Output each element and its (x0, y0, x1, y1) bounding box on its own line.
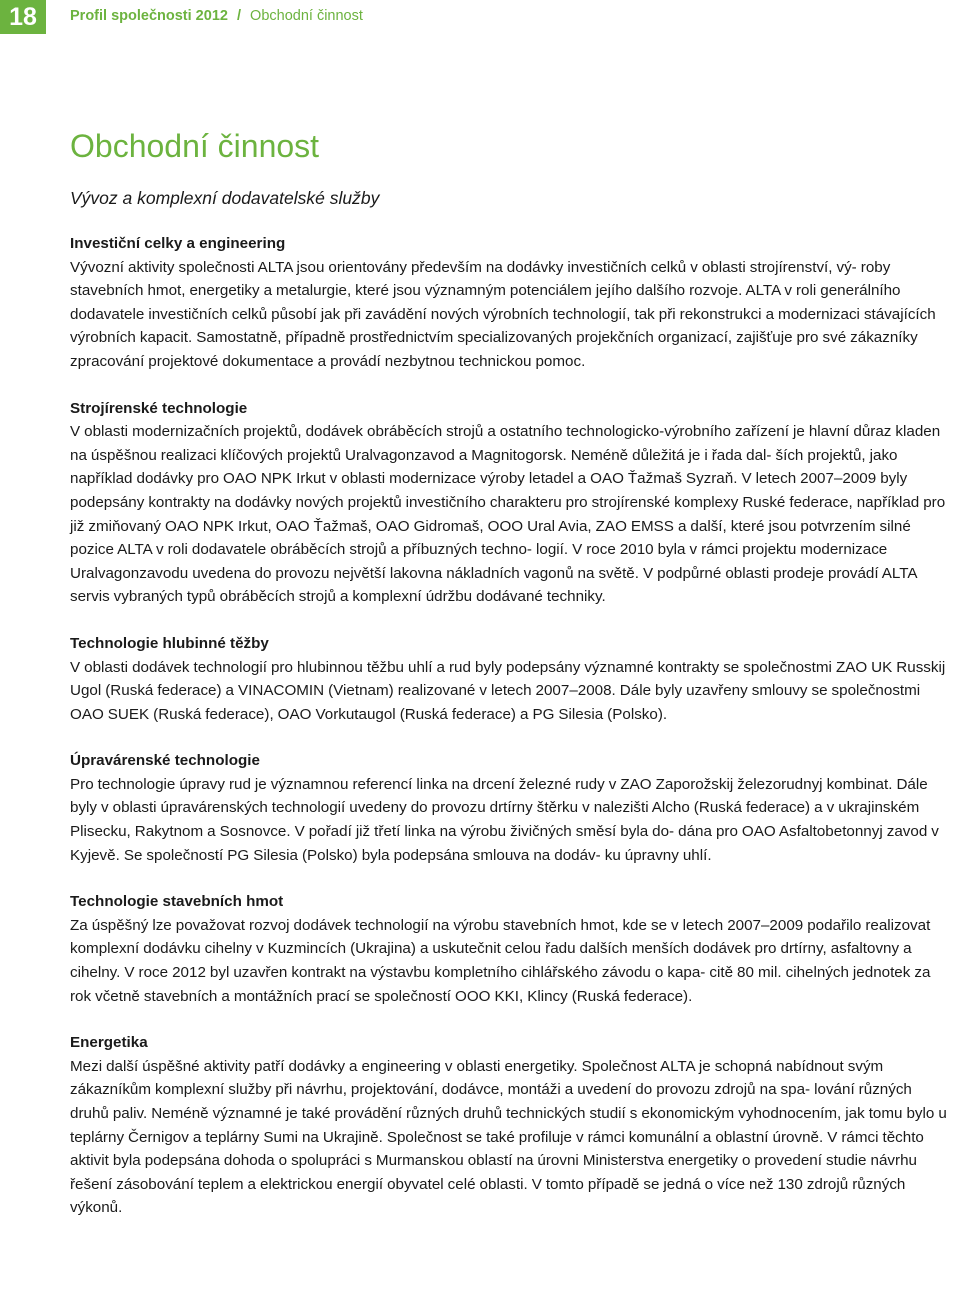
text-line: celé oblasti. V tomto případě se jedná o více než 130 zdrojů různých výkonů. (70, 1175, 906, 1217)
text-line: svým zákazníkům komplexní služby při návrhu, projektování, dodávce, montáži a uvedení do provozu zdrojů na spa- (70, 1057, 884, 1099)
section-stavebni-hmoty (70, 890, 950, 1008)
text-line: Za úspěšný lze považovat rozvoj dodávek technologií na výrobu stavebních hmot, kde se v letech 2007–2009 podařilo (70, 916, 862, 934)
text-line: federace). (623, 987, 693, 1005)
text-line: ZAO UK Russkij Ugol (Ruská federace) a VINACOMIN (Vietnam) realizované v letech 2007–2008. Dále byly uzavřeny (70, 658, 946, 700)
text-line: organizací, zajišťuje pro své zákazníky zpracování projektové dokumentace a provádí nezbytnou technickou pomoc. (70, 329, 918, 370)
text-line: V letech 2007–2009 byly podepsány kontrakty na dodávky nových projektů investičního charakteru pro strojírenské (70, 470, 908, 511)
section-heading: Technologie stavebních hmot (70, 893, 284, 911)
section-paragraph (70, 773, 950, 867)
running-head (70, 8, 363, 24)
text-line: federace) a v ukrajinském Plisecku, Rakytnom a Sosnovce. V pořadí již třetí linka na výrobu živičných směsí byla do- (70, 799, 920, 841)
section-heading: Technologie hlubinné těžby (70, 634, 269, 652)
text-line: ku úpravny uhlí. (604, 846, 712, 864)
page-number: 18 (0, 0, 46, 34)
page-content (70, 124, 950, 1220)
section-heading: Investiční celky a engineering (70, 235, 286, 252)
section-heading: Energetika (70, 1034, 148, 1052)
text-line: Mezi další úspěšné aktivity patří dodávky a engineering v oblasti energetiky. Společnost ALTA je schopná nabídnout (70, 1057, 844, 1075)
section-upravarenske-technologie (70, 749, 950, 867)
text-line: drtírny, asfaltovny a cihelny. V roce 2012 byl uzavřen kontrakt na výstavbu kompletního cihlářského závodu o kapa- (70, 940, 912, 982)
text-line: V oblasti dodávek technologií pro hlubinnou těžbu uhlí a rud byly podepsány významné kontrakty se společnostmi (70, 658, 832, 676)
section-paragraph (70, 256, 950, 374)
section-hlubinna-tezba (70, 632, 950, 726)
text-line: smlouvy se společnostmi OAO SUEK (Ruská federace), OAO Vorkutaugol (Ruská federace) a PG Silesia (Polsko). (70, 682, 921, 723)
section-paragraph (70, 420, 950, 609)
page-header (0, 0, 960, 34)
text-line: údržbu dodávané techniky. (425, 588, 606, 606)
section-paragraph (70, 914, 950, 1008)
page-title: Obchodní činnost (70, 128, 320, 164)
section-paragraph (70, 656, 950, 727)
section-energetika (70, 1031, 950, 1220)
text-line: dána pro OAO Asfaltobetonnyj zavod v Kyjevě. Se společností PG Silesia (Polsko) byla podepsána smlouva na dodáv- (70, 823, 939, 864)
running-head-separator: / (236, 8, 242, 24)
text-line: ších projektů, jako například dodávky pro OAO NPK Irkut v oblasti modernizace výroby letadel a OAO Ťažmaš Syzraň. (70, 446, 898, 488)
page-subtitle: Vývoz a komplexní dodavatelské služby (70, 188, 380, 208)
text-line: Pro technologie úpravy rud je významnou referencí linka na drcení železné rudy v ZAO Zaporožskij železorudnyj (70, 775, 823, 793)
text-line: na úrovni Ministerstva energetiky o provedení studie návrhu řešení zásobování teplem a elektrickou energií obyvatel (70, 1152, 917, 1193)
text-line: generálního dodavatele investičních celků působí jak při zavádění nových výrobních technologií, tak při rekonstrukci (70, 282, 901, 323)
running-head-section: Obchodní činnost (250, 8, 363, 24)
section-heading: Strojírenské technologie (70, 399, 248, 417)
text-line: kombinat. Dále byly v oblasti úpravárenských technologií uvedeny do provozu drtírny štěrku v nalezišti Alcho (Ruská (70, 775, 928, 817)
text-line: vyhodnocením, jak tomu bylo u teplárny Černigov a teplárny Sumi na Ukrajině. Společnost se také profiluje v rámci komunální a oblastní úrovně. V rámci těchto aktivit byla podepsána dohoda o spolupráci s Murmanskou oblastí (70, 1105, 947, 1170)
section-heading: Úpravárenské technologie (70, 752, 260, 770)
publication-title: Profil společnosti 2012 (70, 8, 228, 24)
section-investicni-celky (70, 232, 950, 374)
text-line: realizovat komplexní dodávku cihelny v Kuzmincích (Ukrajina) a uskutečnit celou řadu dalších menších dodávek pro (70, 916, 931, 958)
text-line: Vývozní aktivity společnosti ALTA jsou orientovány především na dodávky investičních celků v oblasti strojírenství, vý- (70, 258, 857, 276)
text-line: komplexy Ruské federace, například pro již zmiňovaný OAO NPK Irkut, OAO Ťažmaš, OAO Gidromaš, OOO Ural Avia, (70, 493, 946, 535)
text-line: lování různých druhů paliv. Neméně významné je také provádění různých druhů technických studií s ekonomickým (70, 1081, 912, 1122)
text-line: logií. V roce 2010 byla v rámci projektu modernizace Uralvagonzavodu uvedena do provozu největší lakovna nákladních vagonů na světě. V podpůrné oblasti prodeje provádí ALTA servis vybraných typů obráběcích strojů a komplexní (70, 541, 917, 606)
text-line: důraz kladen na úspěšnou realizaci klíčových projektů Uralvagonzavod a Magnitogorsk. Neméně důležitá je i řada dal- (70, 423, 941, 464)
text-line: V oblasti modernizačních projektů, dodávek obráběcích strojů a ostatního technologicko-výrobního zařízení je hlavní (70, 423, 850, 441)
text-line: a modernizaci stávajících výrobních kapacit. Samostatně, případně prostřednictvím specializovaných projekčních (70, 305, 936, 347)
text-line: ZAO EMSS a další, které jsou potvrzením silné pozice ALTA v roli dodavatele obráběcích strojů a příbuzných techno- (70, 517, 911, 559)
text-line: roby stavebních hmot, energetiky a metalurgie, které jsou významným potenciálem jejího dalšího rozvoje. ALTA v roli (70, 258, 891, 300)
section-strojirenske-technologie (70, 397, 950, 609)
text-line: citě 80 mil. cihelných jednotek za rok včetně stavebních a montážních prací se společností OOO KKI, Klincy (Ruská (70, 964, 931, 1005)
section-paragraph (70, 1055, 950, 1220)
